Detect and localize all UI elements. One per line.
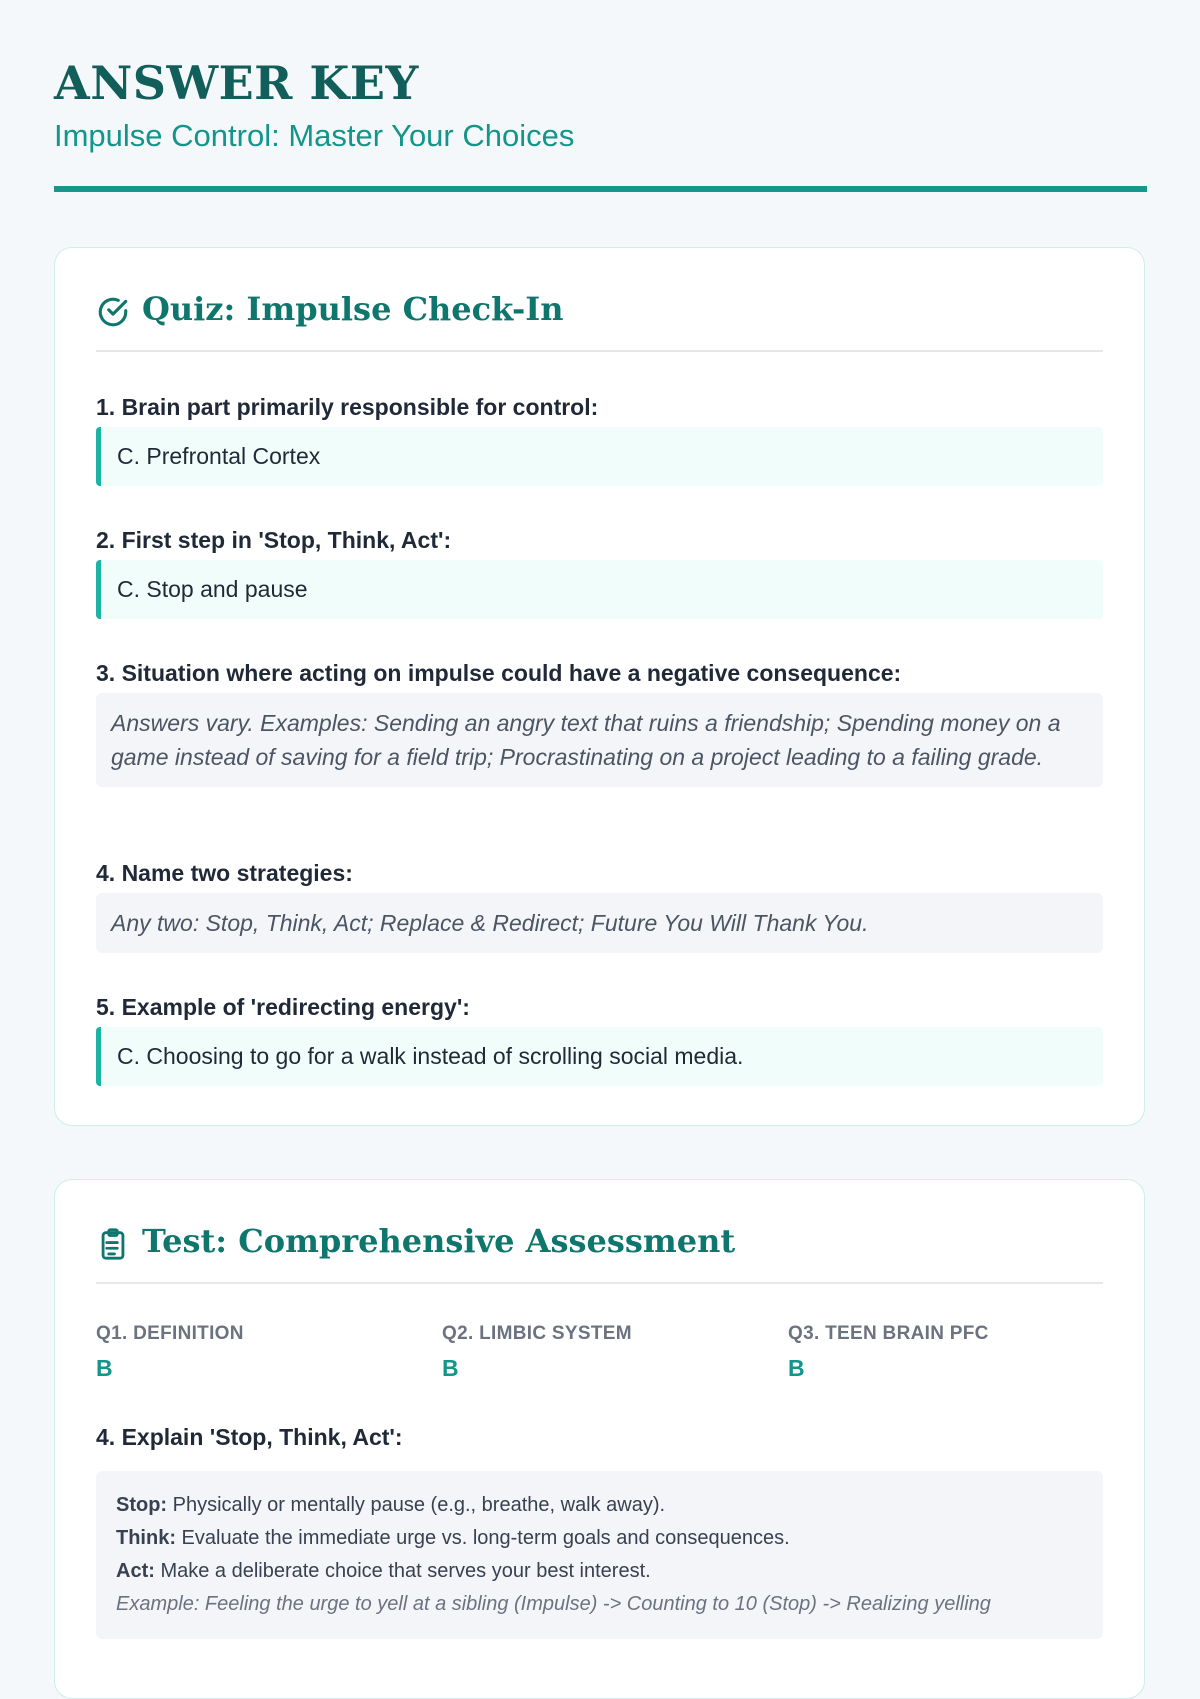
page-subtitle: Impulse Control: Master Your Choices <box>54 118 575 153</box>
question-label: 2. First step in 'Stop, Think, Act': <box>96 527 452 553</box>
explain-think <box>116 1522 1083 1555</box>
term-text: Evaluate the immediate urge vs. long-term goals and consequences. <box>176 1527 790 1549</box>
correct-answer: C. Choosing to go for a walk instead of scrolling social media. <box>96 1027 1103 1086</box>
mc-question-label: Q3. TEEN BRAIN PFC <box>788 1323 989 1344</box>
term-label: Act: <box>116 1560 155 1582</box>
term-text: Physically or mentally pause (e.g., breathe, walk away). <box>167 1494 666 1516</box>
question-label: 4. Explain 'Stop, Think, Act': <box>96 1424 403 1450</box>
mc-answer: B <box>442 1355 459 1381</box>
explain-act <box>116 1555 1083 1588</box>
quiz-question-2 <box>96 527 1103 619</box>
term-label: Stop: <box>116 1494 168 1516</box>
open-answer: Answers vary. Examples: Sending an angry text that ruins a friendship; Spending money on a game instead of saving for a field trip; Procrastinating on a project leading to a failing grade. <box>96 693 1103 787</box>
term-label: Think: <box>116 1527 176 1549</box>
explain-stop <box>116 1489 1083 1522</box>
explain-example: Example: Feeling the urge to yell at a sibling (Impulse) -> Counting to 10 (Stop) -> Realizing yelling <box>116 1593 991 1615</box>
test-card <box>54 1179 1145 1699</box>
explanation-box <box>96 1471 1103 1639</box>
clipboard-list-icon <box>96 1227 130 1261</box>
header-divider <box>54 186 1147 192</box>
quiz-card <box>54 247 1145 1126</box>
test-mc-item <box>788 1323 989 1382</box>
page-title: ANSWER KEY <box>54 56 419 110</box>
test-heading: Test: Comprehensive Assessment <box>142 1222 736 1260</box>
question-label: 1. Brain part primarily responsible for control: <box>96 394 599 420</box>
quiz-question-3 <box>96 660 1103 787</box>
correct-answer: C. Prefrontal Cortex <box>96 427 1103 486</box>
quiz-card-header <box>96 248 1103 352</box>
correct-answer: C. Stop and pause <box>96 560 1103 619</box>
question-label: 3. Situation where acting on impulse could have a negative consequence: <box>96 660 902 686</box>
test-card-header <box>96 1180 1103 1284</box>
quiz-question-5 <box>96 994 1103 1086</box>
test-mc-item <box>442 1323 632 1382</box>
term-text: Make a deliberate choice that serves your best interest. <box>154 1560 651 1582</box>
quiz-question-4 <box>96 860 1103 953</box>
mc-question-label: Q1. DEFINITION <box>96 1323 244 1344</box>
test-question-4 <box>96 1424 1103 1639</box>
open-answer: Any two: Stop, Think, Act; Replace & Redirect; Future You Will Thank You. <box>96 893 1103 953</box>
mc-answer: B <box>96 1355 113 1381</box>
mc-question-label: Q2. LIMBIC SYSTEM <box>442 1323 632 1344</box>
mc-answer: B <box>788 1355 805 1381</box>
question-label: 4. Name two strategies: <box>96 860 353 886</box>
question-label: 5. Example of 'redirecting energy': <box>96 994 470 1020</box>
test-mc-item <box>96 1323 244 1382</box>
quiz-heading: Quiz: Impulse Check-In <box>142 290 564 328</box>
quiz-question-1 <box>96 394 1103 486</box>
check-circle-icon <box>96 295 130 329</box>
